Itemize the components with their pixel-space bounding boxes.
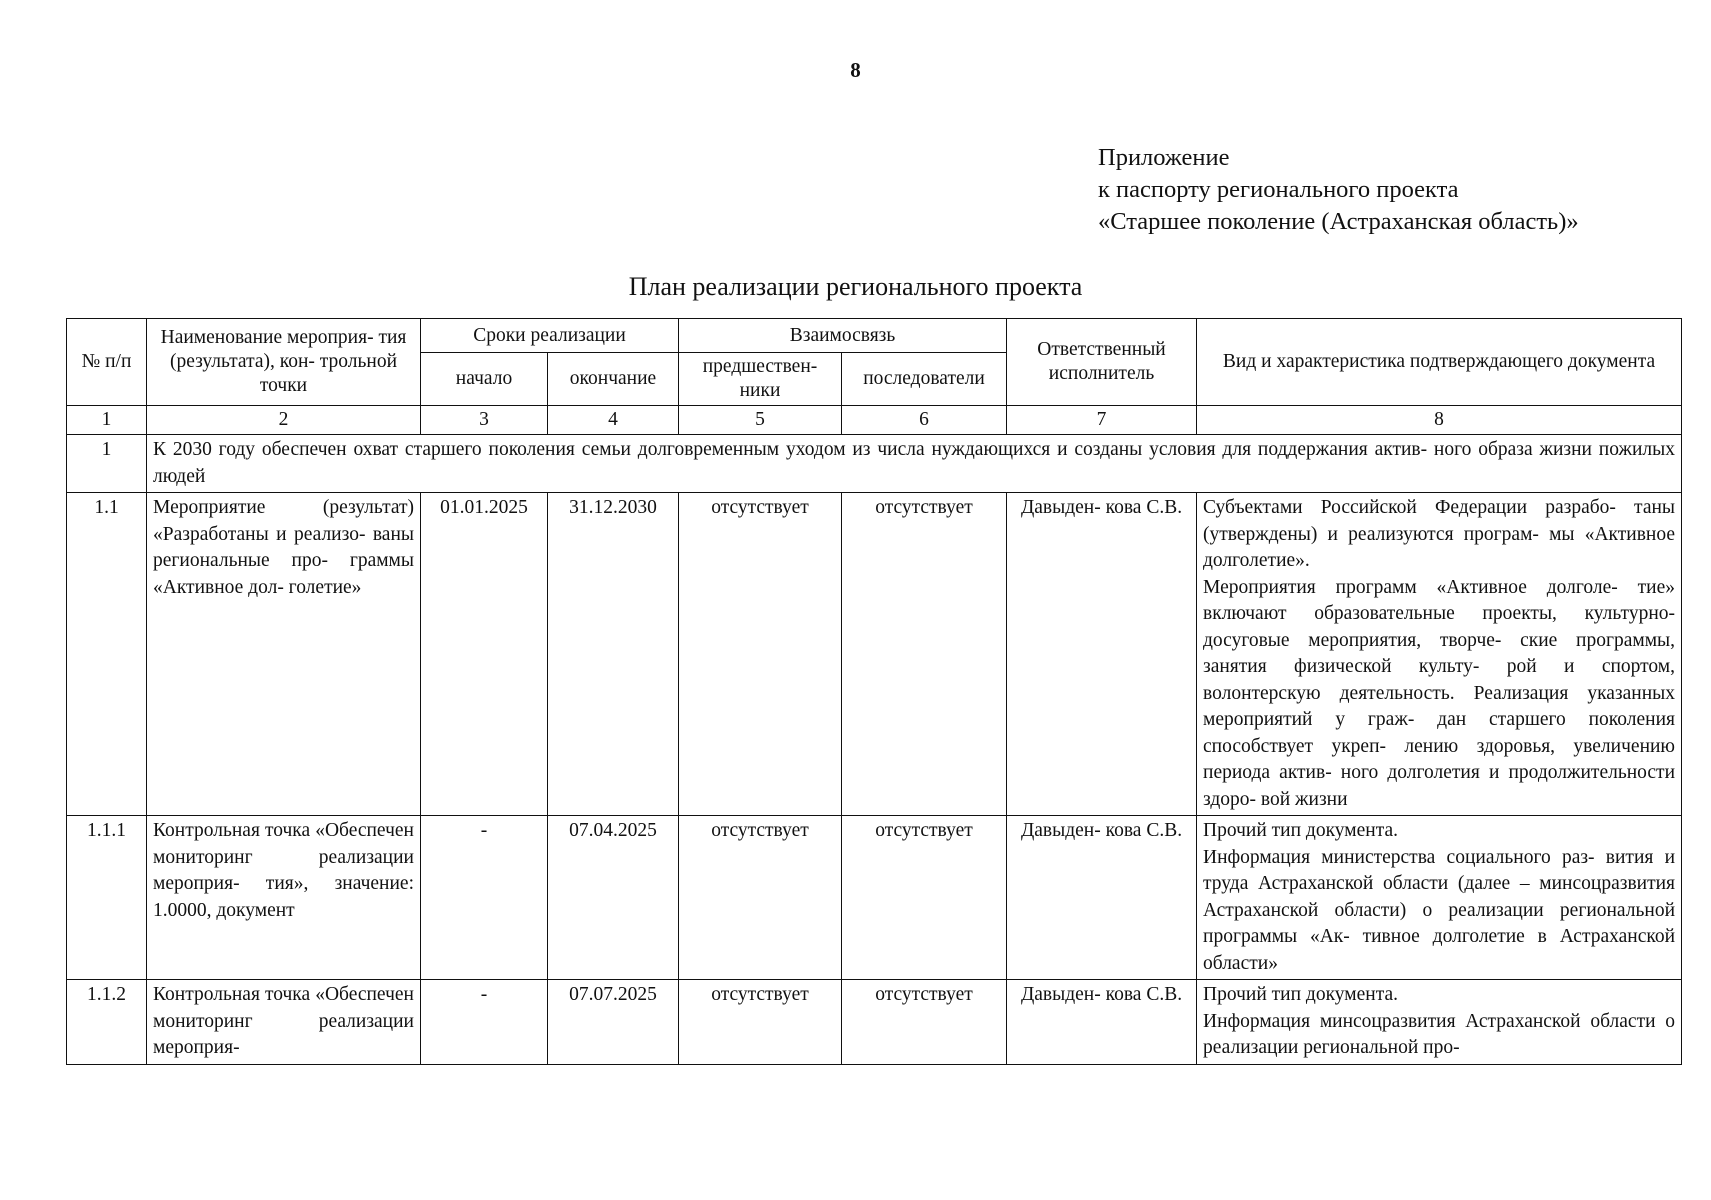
row-successors: отсутствует — [842, 980, 1007, 1065]
row-document-type: Прочий тип документа. — [1203, 984, 1398, 1005]
header-predecessors: предшествен- ники — [679, 353, 842, 406]
row-document-description: Мероприятия программ «Активное долголе- тие» включают образовательные проекты, культурно-досуговые мероприятия, творче- ские программы, занятия физической культу- рой и спортом, волонтерскую деятельность. Реализация указанных мероприятий у граж- дан старшего поколения способствует укреп- лению здоровья, увеличению периода актив- ного долголетия и продолжительности здоро- вой жизни — [1203, 576, 1676, 810]
row-document — [1197, 493, 1682, 816]
row-document — [1197, 980, 1682, 1065]
row-number: 1.1.2 — [67, 980, 147, 1065]
column-number: 3 — [421, 406, 548, 435]
row-responsible: Давыден- кова С.В. — [1007, 816, 1197, 980]
row-end: 07.04.2025 — [548, 816, 679, 980]
page-number: 8 — [850, 58, 861, 82]
row-name: Мероприятие (результат) «Разработаны и реализо- ваны региональные про- граммы «Активное дол- голетие» — [147, 493, 421, 816]
annex-line-2: к паспорту регионального проекта — [1098, 176, 1459, 203]
annex-line-1: Приложение — [1098, 144, 1230, 171]
row-number: 1.1.1 — [67, 816, 147, 980]
row-document-description: Информация минсоцразвития Астраханской области о реализации региональной про- — [1203, 1010, 1676, 1058]
table-row — [67, 816, 1682, 980]
goal-number: 1 — [67, 435, 147, 493]
row-document-type: Субъектами Российской Федерации разрабо- таны (утверждены) и реализуются програм- мы «Активное долголетие». — [1203, 497, 1676, 571]
row-responsible: Давыден- кова С.В. — [1007, 980, 1197, 1065]
column-number: 2 — [147, 406, 421, 435]
row-predecessors: отсутствует — [679, 980, 842, 1065]
row-end: 31.12.2030 — [548, 493, 679, 816]
column-number: 5 — [679, 406, 842, 435]
row-name: Контрольная точка «Обеспечен мониторинг реализации мероприя- тия», значение: 1.0000, документ — [147, 816, 421, 980]
column-number: 8 — [1197, 406, 1682, 435]
implementation-plan-table — [66, 318, 1682, 1065]
header-terms: Сроки реализации — [421, 319, 679, 353]
document-title: План реализации регионального проекта — [628, 272, 1083, 301]
row-successors: отсутствует — [842, 493, 1007, 816]
column-number: 1 — [67, 406, 147, 435]
table-row — [67, 980, 1682, 1065]
column-number: 7 — [1007, 406, 1197, 435]
header-responsible: Ответственный исполнитель — [1007, 319, 1197, 406]
row-start: - — [421, 980, 548, 1065]
row-document-description: Информация министерства социального раз- вития и труда Астраханской области (далее – минсоцразвития Астраханской области) о реализации региональной программы «Ак- тивное долголетие в Астраханской области» — [1203, 846, 1676, 974]
goal-row — [67, 435, 1682, 493]
row-predecessors: отсутствует — [679, 493, 842, 816]
annex-block — [1098, 142, 1579, 238]
row-end: 07.07.2025 — [548, 980, 679, 1065]
header-end: окончание — [548, 353, 679, 406]
header-relation: Взаимосвязь — [679, 319, 1007, 353]
table-row — [67, 493, 1682, 816]
row-document — [1197, 816, 1682, 980]
annex-line-3: «Старшее поколение (Астраханская область)» — [1098, 208, 1579, 235]
header-name: Наименование мероприя- тия (результата), кон- трольной точки — [147, 319, 421, 406]
row-responsible: Давыден- кова С.В. — [1007, 493, 1197, 816]
row-start: 01.01.2025 — [421, 493, 548, 816]
row-predecessors: отсутствует — [679, 816, 842, 980]
column-number-row — [67, 406, 1682, 435]
header-number: № п/п — [67, 319, 147, 406]
row-document-type: Прочий тип документа. — [1203, 820, 1398, 841]
row-start: - — [421, 816, 548, 980]
row-number: 1.1 — [67, 493, 147, 816]
row-successors: отсутствует — [842, 816, 1007, 980]
row-name: Контрольная точка «Обеспечен мониторинг реализации мероприя- — [147, 980, 421, 1065]
column-number: 4 — [548, 406, 679, 435]
header-document: Вид и характеристика подтверждающего документа — [1197, 319, 1682, 406]
column-number: 6 — [842, 406, 1007, 435]
header-start: начало — [421, 353, 548, 406]
header-successors: последователи — [842, 353, 1007, 406]
goal-text: К 2030 году обеспечен охват старшего поколения семьи долговременным уходом из числа нуждающихся и созданы условия для поддержания актив- ного образа жизни пожилых людей — [147, 435, 1682, 493]
